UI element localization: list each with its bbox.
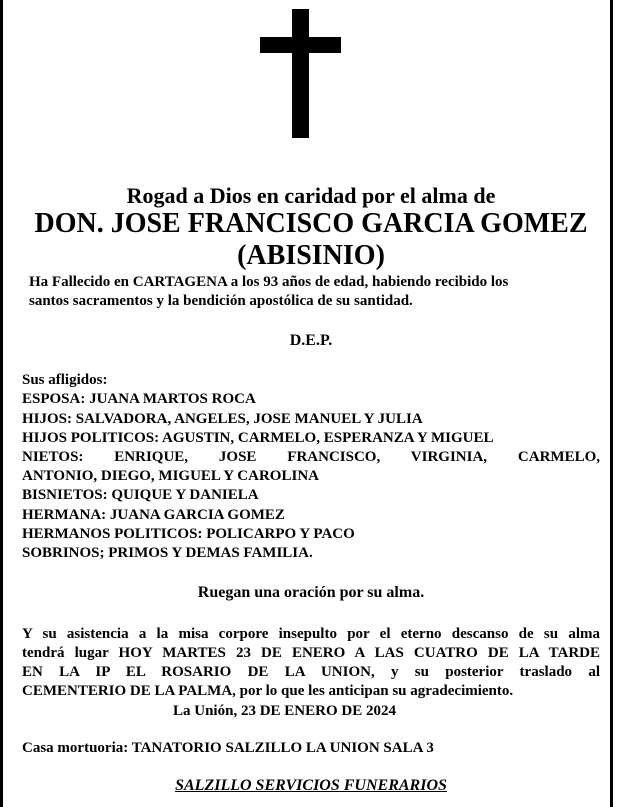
cross-vertical-bar xyxy=(292,9,309,138)
dep-text: D.E.P. xyxy=(289,332,333,349)
mass-line-3: EN LA IP EL ROSARIO DE LA UNION, y su posterior traslado al xyxy=(22,664,600,680)
mourners-grandchildren-line-2: ANTONIO, DIEGO, MIGUEL Y CAROLINA xyxy=(22,468,319,484)
mourners-heading: Sus afligidos: xyxy=(22,372,108,388)
mourners-grandchildren-line-1: NIETOS: ENRIQUE, JOSE FRANCISCO, VIRGINIA, CARMELO, xyxy=(22,449,600,465)
place-date: La Unión, 23 DE ENERO DE 2024 xyxy=(173,703,396,719)
mourners-sister: HERMANA: JUANA GARCIA GOMEZ xyxy=(22,507,285,523)
cross-horizontal-bar xyxy=(260,37,341,53)
funeral-home: Casa mortuoria: TANATORIO SALZILLO LA UNION SALA 3 xyxy=(22,740,434,756)
deceased-name: DON. JOSE FRANCISCO GARCIA GOMEZ xyxy=(34,208,588,239)
death-notice-line-2: santos sacramentos y la bendición apostólica de su santidad. xyxy=(29,293,413,309)
mourners-great-grandchildren: BISNIETOS: QUIQUE Y DANIELA xyxy=(22,487,259,503)
funeral-services-footer: SALZILLO SERVICIOS FUNERARIOS xyxy=(175,777,447,794)
mass-line-2: tendrá lugar HOY MARTES 23 DE ENERO A LAS CUATRO DE LA TARDE xyxy=(22,645,600,661)
prayer-request: Ruegan una oración por su alma. xyxy=(197,584,425,601)
mourners-others: SOBRINOS; PRIMOS Y DEMAS FAMILIA. xyxy=(22,545,313,561)
intro-text: Rogad a Dios en caridad por el alma de xyxy=(126,183,496,208)
left-border-line xyxy=(0,0,3,807)
mourners-children: HIJOS: SALVADORA, ANGELES, JOSE MANUEL Y JULIA xyxy=(22,411,423,427)
mourners-siblings-in-law: HERMANOS POLITICOS: POLICARPO Y PACO xyxy=(22,526,355,542)
death-notice-line-1: Ha Fallecido en CARTAGENA a los 93 años de edad, habiendo recibido los xyxy=(29,274,509,290)
mass-line-4: CEMENTERIO DE LA PALMA, por lo que les anticipan su agradecimiento. xyxy=(22,683,514,699)
right-border-line xyxy=(610,0,613,807)
mourners-children-in-law: HIJOS POLITICOS: AGUSTIN, CARMELO, ESPERANZA Y MIGUEL xyxy=(22,430,494,446)
mass-line-1: Y su asistencia a la misa corpore insepulto por el eterno descanso de su alma xyxy=(22,626,600,642)
mourners-spouse: ESPOSA: JUANA MARTOS ROCA xyxy=(22,391,256,407)
deceased-nickname: (ABISINIO) xyxy=(237,240,385,271)
